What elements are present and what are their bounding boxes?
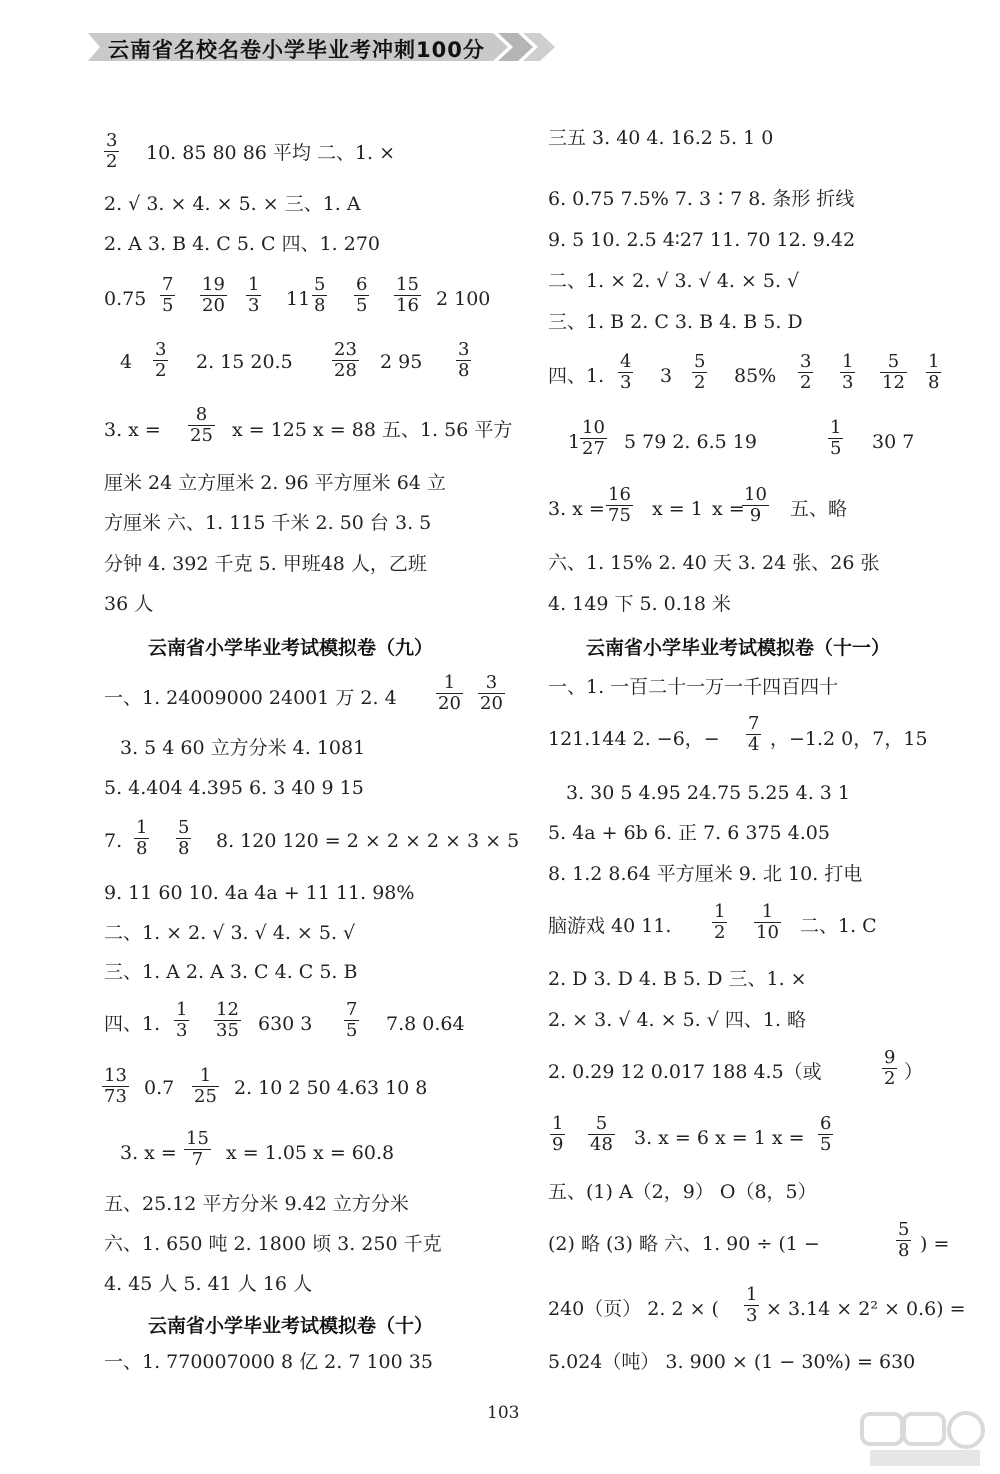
answer-line: 3. x =: [548, 498, 605, 520]
answer-line: 5. 4.404 4.395 6. 3 40 9 15: [104, 777, 364, 799]
answer-line: 4. 45 人 5. 41 人 16 人: [104, 1273, 313, 1295]
fraction: 3 2: [106, 130, 118, 172]
answer-line: 8. 1.2 8.64 平方厘米 9. 北 10. 打电: [548, 863, 863, 885]
answer-line: ) =: [920, 1233, 950, 1255]
fraction: 1 2: [714, 901, 726, 943]
answer-line: 2. A 3. B 4. C 5. C 四、1. 270: [104, 233, 381, 255]
answer-line: 0.75: [104, 288, 147, 310]
fraction: 1 3: [842, 351, 854, 393]
fraction: 1 25: [194, 1065, 217, 1107]
section-title: 云南省小学毕业考试模拟卷（十）: [148, 1315, 434, 1337]
answer-line: 2. 0.29 12 0.017 188 4.5（或: [548, 1061, 822, 1083]
answer-line: 一、1. 770007000 8 亿 2. 7 100 35: [104, 1351, 433, 1373]
answer-line: 7.: [104, 830, 123, 852]
fraction: 13 73: [104, 1065, 127, 1107]
answer-line: 六、1. 15% 2. 40 天 3. 24 张、26 张: [548, 552, 880, 574]
fraction: 5 2: [694, 351, 706, 393]
section-title: 云南省小学毕业考试模拟卷（十一）: [586, 637, 891, 659]
answer-line: ，−1.2 0，7，15: [770, 728, 928, 750]
fraction: 5 48: [590, 1113, 613, 1155]
answer-line: 一、1. 一百二十一万一千四百四十: [548, 676, 839, 698]
answer-line: 脑游戏 40 11.: [548, 915, 672, 937]
fraction: 7 5: [162, 274, 174, 316]
watermark-logo: [860, 1410, 990, 1470]
answer-line: 8. 120 120 = 2 × 2 × 2 × 3 × 5: [216, 830, 520, 852]
fraction: 5 8: [898, 1219, 910, 1261]
answer-line: 二、1. × 2. √ 3. √ 4. × 5. √: [548, 270, 800, 292]
answer-line: 4: [120, 351, 133, 373]
answer-line: 3. x = 6 x = 1 x =: [634, 1127, 805, 1149]
answer-line: 9. 5 10. 2.5 4∶27 11. 70 12. 9.42: [548, 229, 856, 251]
answer-line: 5. 4a + 6b 6. 正 7. 6 375 4.05: [548, 822, 830, 844]
answer-line: 一、1. 24009000 24001 万 2. 4: [104, 687, 397, 709]
answer-line: 1: [568, 431, 581, 453]
fraction: 5 8: [314, 274, 326, 316]
answer-line: 3. 30 5 4.95 24.75 5.25 4. 3 1: [566, 782, 851, 804]
answer-line: x = 1: [652, 498, 703, 520]
answer-line: 2. √ 3. × 4. × 5. × 三、1. A: [104, 193, 361, 215]
fraction: 1 8: [136, 817, 148, 859]
answer-line: 10. 85 80 86 平均 二、1. ×: [146, 142, 396, 164]
answer-line: 0.7: [144, 1077, 175, 1099]
fraction: 15 16: [396, 274, 419, 316]
answer-line: 2 95: [380, 351, 423, 373]
fraction: 16 75: [608, 484, 631, 526]
fraction: 1 10: [756, 901, 779, 943]
fraction: 1 5: [830, 417, 842, 459]
answer-line: 9. 11 60 10. 4a 4a + 11 11. 98%: [104, 882, 415, 904]
answer-line: 5 79 2. 6.5 19: [624, 431, 757, 453]
fraction: 3 8: [458, 339, 470, 381]
fraction: 1 3: [746, 1284, 758, 1326]
answer-line: 3: [660, 365, 673, 387]
answer-line: × 3.14 × 2² × 0.6) =: [766, 1298, 966, 1320]
fraction: 10 27: [582, 417, 605, 459]
answer-line: 三五 3. 40 4. 16.2 5. 1 0: [548, 127, 774, 149]
answer-line: 2. 15 20.5: [196, 351, 293, 373]
answer-line: 3. x =: [120, 1142, 177, 1164]
answer-line: ）: [904, 1061, 924, 1083]
fraction: 15 7: [186, 1128, 209, 1170]
banner-title: 云南省名校名卷小学毕业考冲刺100分: [108, 38, 485, 62]
answer-line: 五、(1) A（2，9） O（8，5）: [548, 1181, 817, 1203]
fraction: 7 4: [748, 713, 760, 755]
answer-line: 121.144 2. −6，−: [548, 728, 720, 750]
answer-line: 分钟 4. 392 千克 5. 甲班48 人，乙班: [104, 553, 427, 575]
answer-line: 85%: [734, 365, 777, 387]
answer-line: 三、1. A 2. A 3. C 4. C 5. B: [104, 961, 358, 983]
fraction: 4 3: [620, 351, 632, 393]
answer-line: 3. 5 4 60 立方分米 4. 1081: [120, 737, 366, 759]
answer-line: 2. D 3. D 4. B 5. D 三、1. ×: [548, 968, 807, 990]
fraction: 10 9: [744, 484, 767, 526]
answer-line: 2 100: [436, 288, 491, 310]
answer-line: 630 3: [258, 1013, 313, 1035]
answer-line: 240（页） 2. 2 × (: [548, 1298, 719, 1320]
page-number: 103: [487, 1403, 520, 1423]
answer-line: 5.024（吨） 3. 900 × (1 − 30%) = 630: [548, 1351, 916, 1373]
fraction: 5 8: [178, 817, 190, 859]
answer-line: 11: [286, 288, 311, 310]
fraction: 12 35: [216, 999, 239, 1041]
answer-line: x = 1.05 x = 60.8: [226, 1142, 395, 1164]
fraction: 19 20: [202, 274, 225, 316]
fraction: 8 25: [190, 404, 213, 446]
answer-line: 3. x =: [104, 419, 161, 441]
answer-line: 30 7: [872, 431, 915, 453]
answer-line: 厘米 24 立方厘米 2. 96 平方厘米 64 立: [104, 472, 446, 494]
answer-line: 2. 10 2 50 4.63 10 8: [234, 1077, 428, 1099]
section-title: 云南省小学毕业考试模拟卷（九）: [148, 637, 434, 659]
fraction: 3 2: [800, 351, 812, 393]
fraction: 3 2: [155, 339, 167, 381]
answer-line: (2) 略 (3) 略 六、1. 90 ÷ (1 −: [548, 1233, 820, 1255]
fraction: 7 5: [346, 999, 358, 1041]
answer-line: 4. 149 下 5. 0.18 米: [548, 593, 732, 615]
answer-line: 四、1.: [548, 365, 605, 387]
answer-line: 二、1. C: [800, 915, 877, 937]
answer-line: x =: [712, 498, 745, 520]
answer-line: x = 125 x = 88 五、1. 56 平方: [232, 419, 513, 441]
fraction: 23 28: [334, 339, 357, 381]
fraction: 1 3: [176, 999, 188, 1041]
fraction: 6 5: [356, 274, 368, 316]
fraction: 1 8: [928, 351, 940, 393]
fraction: 1 9: [552, 1113, 564, 1155]
fraction: 9 2: [884, 1047, 896, 1089]
answer-line: 7.8 0.64: [386, 1013, 465, 1035]
answer-line: 五、25.12 平方分米 9.42 立方分米: [104, 1193, 409, 1215]
answer-line: 36 人: [104, 593, 154, 615]
answer-line: 四、1.: [104, 1013, 161, 1035]
answer-line: 2. × 3. √ 4. × 5. √ 四、1. 略: [548, 1009, 807, 1031]
answer-line: 方厘米 六、1. 115 千米 2. 50 台 3. 5: [104, 512, 432, 534]
answer-line: 六、1. 650 吨 2. 1800 顷 3. 250 千克: [104, 1233, 442, 1255]
answer-line: 6. 0.75 7.5% 7. 3∶7 8. 条形 折线: [548, 188, 855, 210]
fraction: 6 5: [820, 1113, 832, 1155]
fraction: 1 20: [438, 672, 461, 714]
fraction: 3 20: [480, 672, 503, 714]
fraction: 5 12: [882, 351, 905, 393]
fraction: 1 3: [248, 274, 260, 316]
answer-line: 五、略: [790, 498, 848, 520]
answer-line: 二、1. × 2. √ 3. √ 4. × 5. √: [104, 922, 356, 944]
answer-line: 三、1. B 2. C 3. B 4. B 5. D: [548, 311, 803, 333]
